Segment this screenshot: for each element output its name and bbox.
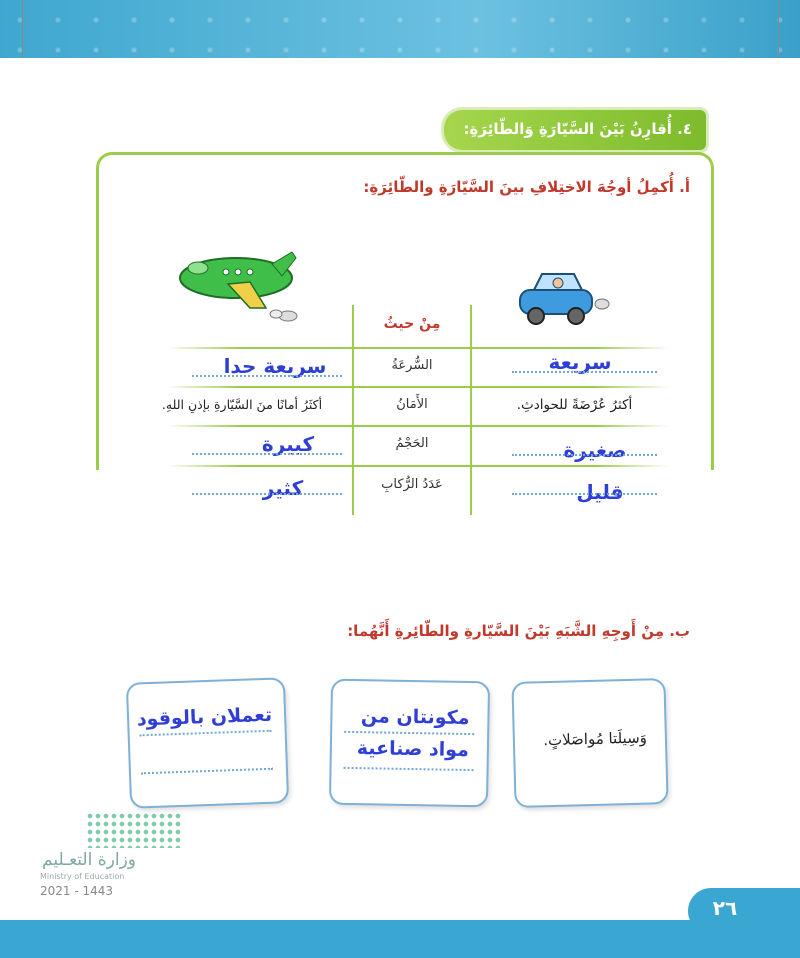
similarity-card-2-line1: مكونتان من [360, 705, 470, 730]
edition-year: 2021 - 1443 [40, 884, 114, 898]
similarity-card-1 [511, 678, 668, 808]
similarity-card-2-line2: مواد صناعية [356, 737, 470, 762]
airplane-illustration [178, 250, 308, 325]
car-speed-answer: سريعة [548, 350, 612, 374]
bottom-banner [0, 920, 800, 958]
section-title: ٤. أُقارِنُ بَيْنَ السَّيّارَةِ وَالطّائِرَةِ: [463, 120, 692, 138]
table-header-label: مِنْ حيثُ [383, 316, 441, 332]
part-b-question: ب. مِنْ أَوجِهِ الشَّبَهِ بَيْنَ السَّيّارةِ والطّائِرةِ أَنَّهُما: [347, 622, 690, 640]
criterion-speed: السُّرعَةُ [391, 358, 433, 373]
similarity-card-2 [329, 679, 490, 808]
car-safety-answer: أكثرُ عُرْضَةً للحوادثِ. [516, 397, 633, 413]
criterion-size: الحَجْمُ [395, 436, 429, 451]
section-title-tab [444, 110, 706, 150]
top-banner [0, 0, 800, 58]
criterion-passengers: عَدَدُ الرُّكابِ [381, 477, 443, 492]
ministry-logo-icon [86, 812, 182, 848]
car-size-answer: صغيرة [563, 438, 627, 462]
plane-passengers-answer: كثير [262, 476, 304, 500]
car-illustration [512, 268, 612, 330]
part-a-question: أ. أُكمِلُ أوجُهَ الاختِلافِ بينَ السَّيّارَةِ والطّائِرَةِ: [363, 178, 690, 196]
similarity-card-1-text: وَسِيلَتا مُواصَلاتٍ. [542, 728, 648, 750]
criterion-safety: الأَمَانُ [396, 397, 428, 412]
page-number: ٢٦ [712, 896, 738, 920]
plane-speed-answer: سريعة جدا [223, 354, 327, 378]
ministry-name-en: Ministry of Education [40, 872, 125, 881]
car-passengers-answer: قليل [576, 480, 624, 504]
ministry-name-ar: وزارة التعـليم [42, 850, 136, 870]
similarity-card-3 [126, 677, 289, 808]
plane-safety-answer: أكثَرُ أمانًا منَ السَّيّارةِ بإذنِ اللهِ. [161, 397, 323, 412]
similarity-card-3-line1: تعملان بالوقود [136, 703, 273, 731]
plane-size-answer: كبيرة [261, 432, 315, 456]
